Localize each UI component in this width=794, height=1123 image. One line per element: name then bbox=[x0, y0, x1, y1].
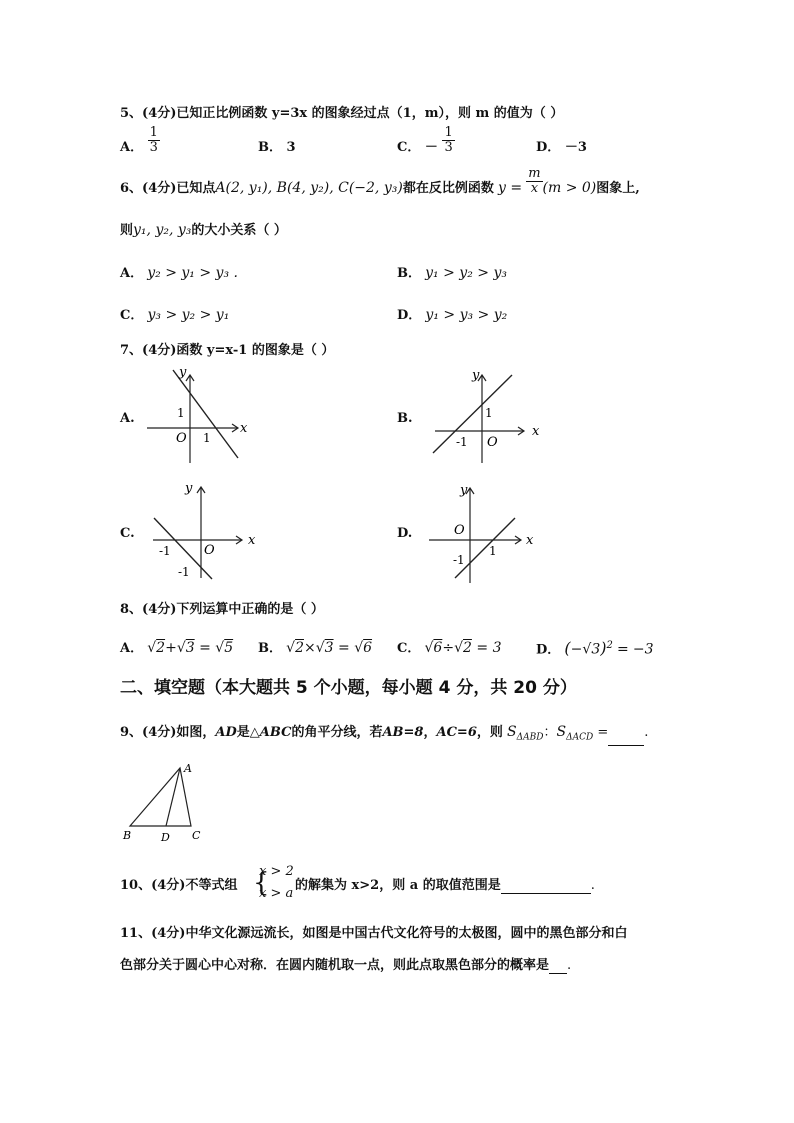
q5-option-c[interactable] bbox=[397, 125, 455, 156]
fraction-numerator: m bbox=[528, 166, 541, 181]
operator: ÷ bbox=[442, 640, 455, 656]
q9-end: . bbox=[644, 725, 649, 740]
radicand: 5 bbox=[224, 640, 234, 656]
q8-option-c[interactable]: C． √6÷√2 = 3 bbox=[397, 640, 502, 656]
q7-graph-d[interactable] bbox=[425, 478, 540, 588]
q11-line2 bbox=[120, 958, 571, 974]
y-label: y bbox=[179, 365, 187, 380]
q7-option-d-label[interactable]: D. bbox=[397, 526, 413, 541]
radicand: 6 bbox=[433, 640, 443, 656]
vertex-c-label: C bbox=[192, 829, 201, 842]
q5-option-a-fraction bbox=[148, 126, 160, 155]
y-label: y bbox=[472, 368, 480, 383]
brace-icon: { bbox=[253, 868, 270, 898]
q5-stem: 5、(4分)已知正比例函数 y=3x 的图象经过点（1，m），则 m 的值为（ ） bbox=[120, 106, 564, 121]
q7-option-c-label[interactable]: C. bbox=[120, 526, 135, 541]
q10-end: . bbox=[590, 878, 595, 893]
q10-suffix: 的解集为 x>2，则 a 的取值范围是 bbox=[295, 878, 501, 893]
q9-abc: ABC bbox=[259, 725, 292, 740]
fraction-numerator: 1 bbox=[444, 125, 453, 140]
q5-option-d-value: －3 bbox=[564, 140, 587, 155]
q7-stem: 7、(4分)函数 y=x-1 的图象是（ ） bbox=[120, 343, 335, 358]
q8-option-d[interactable]: D． $(-√3)^2 = -3$ bbox=[536, 638, 654, 658]
q6-option-b[interactable] bbox=[397, 265, 507, 282]
y-label: y bbox=[185, 481, 193, 496]
origin-label: O bbox=[454, 523, 465, 538]
fraction-denominator: 3 bbox=[149, 140, 158, 155]
q8-option-c-label: C． bbox=[397, 641, 421, 656]
q6-func-fraction bbox=[526, 167, 542, 196]
q8-option-a[interactable]: A． √2+√3 = √5 bbox=[120, 640, 234, 656]
q10-prefix: 10、(4分)不等式组 bbox=[120, 878, 238, 893]
equals-sign: = bbox=[617, 641, 629, 658]
q8-option-b[interactable]: B． √2×√3 = √6 bbox=[258, 640, 373, 656]
q9-triangle-figure bbox=[118, 760, 218, 846]
q8-option-d-label: D． bbox=[536, 642, 561, 658]
q11-line2-text: 色部分关于圆心中心对称．在圆内随机取一点，则此点取黑色部分的概率是 bbox=[120, 958, 550, 973]
x-label: x bbox=[532, 424, 540, 439]
q6-option-b-expr: y₁ > y₂ > y₃ bbox=[425, 265, 507, 281]
q5-option-d-label: D． bbox=[536, 140, 561, 155]
q6-points: A(2, y₁), B(4, y₂), C(−2, y₃) bbox=[215, 180, 403, 196]
radicand: 3 bbox=[324, 640, 334, 656]
x-label: x bbox=[526, 533, 534, 548]
section-title: 二、填空题（本大题共 5 个小题，每小题 4 分，共 20 分） bbox=[120, 678, 577, 698]
q7-graph-c[interactable] bbox=[150, 478, 265, 583]
fraction-denominator: x bbox=[530, 181, 539, 196]
q5-option-a-label: A． bbox=[120, 140, 144, 155]
operator: + bbox=[165, 640, 177, 656]
q6-line1 bbox=[120, 166, 640, 197]
q5-option-c-fraction bbox=[442, 126, 454, 155]
x-intercept-label: -1 bbox=[159, 544, 171, 558]
q6-line2-suffix: 的大小关系（ ） bbox=[191, 223, 287, 238]
vertex-b-label: B bbox=[123, 829, 132, 842]
q9-colon: ： bbox=[543, 725, 557, 740]
y-intercept-label: -1 bbox=[178, 565, 190, 579]
answer-blank[interactable] bbox=[608, 745, 644, 746]
q6-func-cond: (m > 0) bbox=[542, 180, 597, 196]
q9-mid2: 的角平分线，若 bbox=[291, 725, 383, 740]
equals-sign: = bbox=[199, 640, 211, 656]
q6-option-d[interactable] bbox=[397, 307, 507, 324]
equals-sign: = bbox=[476, 640, 489, 656]
q6-option-b-label: B． bbox=[397, 266, 421, 281]
q9-prefix: 9、(4分)如图， bbox=[120, 725, 216, 740]
q5-option-b-value: 3 bbox=[286, 140, 296, 155]
inequality-2: x > a bbox=[259, 886, 294, 901]
q7-option-a-label[interactable]: A. bbox=[120, 411, 135, 426]
q9-stem bbox=[120, 724, 648, 746]
q6-option-d-expr: y₁ > y₃ > y₂ bbox=[425, 307, 508, 323]
origin-label: O bbox=[176, 431, 187, 446]
equals-sign: = bbox=[338, 640, 350, 656]
q7-graph-a[interactable] bbox=[145, 365, 260, 465]
q9-mid1: 是△ bbox=[236, 725, 260, 740]
q6-option-c[interactable] bbox=[120, 307, 229, 324]
q10-stem bbox=[120, 878, 237, 894]
q6-suffix: 图象上, bbox=[596, 181, 640, 196]
q7-option-b-label[interactable]: B. bbox=[397, 411, 413, 426]
radicand: 2 bbox=[463, 640, 472, 656]
q6-option-a[interactable] bbox=[120, 265, 238, 282]
q6-line2-prefix: 则 bbox=[120, 223, 134, 238]
q6-option-d-label: D． bbox=[397, 308, 422, 323]
q6-option-a-label: A． bbox=[120, 266, 144, 281]
q8-option-b-label: B． bbox=[258, 641, 282, 656]
q9-equals: = bbox=[597, 725, 609, 740]
q9-ac: AC=6 bbox=[436, 725, 477, 740]
q5-option-b[interactable] bbox=[258, 140, 296, 156]
area-symbol: S bbox=[507, 724, 517, 740]
y-intercept-label: 1 bbox=[177, 406, 185, 420]
inner-expr: −√3 bbox=[570, 641, 601, 658]
operator: × bbox=[303, 640, 316, 656]
exponent: 2 bbox=[606, 640, 613, 651]
x-label: x bbox=[240, 421, 248, 436]
q5-option-c-sign: － bbox=[424, 140, 438, 155]
q7-graph-b[interactable] bbox=[430, 365, 545, 465]
x-intercept-label: -1 bbox=[456, 435, 468, 449]
x-intercept-label: 1 bbox=[489, 544, 497, 558]
result: −3 bbox=[632, 641, 654, 658]
y-intercept-label: -1 bbox=[453, 553, 465, 567]
triangle-abc bbox=[130, 768, 191, 826]
area-symbol: S bbox=[556, 724, 567, 740]
answer-blank[interactable] bbox=[501, 893, 591, 894]
q11-end: . bbox=[567, 958, 572, 973]
radicand: 6 bbox=[363, 640, 373, 656]
q6-line2 bbox=[120, 222, 287, 239]
q6-mid: 都在反比例函数 bbox=[402, 181, 494, 196]
q6-option-a-expr: y₂ > y₁ > y₃ . bbox=[147, 265, 238, 281]
radicand: 3 bbox=[185, 640, 195, 656]
q8-stem: 8、(4分)下列运算中正确的是（ ） bbox=[120, 602, 324, 617]
inequality-1: x > 2 bbox=[259, 864, 294, 879]
q9-ad: AD bbox=[215, 725, 237, 740]
radicand: 2 bbox=[156, 640, 166, 656]
q6-option-c-expr: y₃ > y₂ > y₁ bbox=[147, 307, 230, 323]
q5-option-d[interactable] bbox=[536, 140, 587, 156]
answer-blank[interactable] bbox=[549, 973, 567, 974]
fraction-numerator: 1 bbox=[149, 125, 158, 140]
q6-func-lhs: y = bbox=[497, 180, 523, 196]
q5-option-a[interactable] bbox=[120, 125, 160, 156]
q10-tail bbox=[295, 878, 595, 894]
q9-comma: ， bbox=[423, 725, 437, 740]
q6-prefix: 6、(4分)已知点 bbox=[120, 181, 216, 196]
origin-label: O bbox=[204, 543, 215, 558]
q6-line2-vars: y₁, y₂, y₃ bbox=[133, 222, 192, 238]
area-subscript: ΔABD bbox=[516, 732, 544, 743]
y-label: y bbox=[460, 483, 468, 498]
x-label: x bbox=[248, 533, 256, 548]
q5-option-b-label: B． bbox=[258, 140, 282, 155]
q11-line1: 11、(4分)中华文化源远流长，如图是中国古代文化符号的太极图，圆中的黑色部分和白 bbox=[120, 926, 628, 941]
vertex-a-label: A bbox=[184, 762, 192, 775]
x-intercept-label: 1 bbox=[203, 431, 211, 445]
q8-option-a-label: A． bbox=[120, 641, 144, 656]
q5-option-c-label: C． bbox=[397, 140, 421, 155]
q6-option-c-label: C． bbox=[120, 308, 144, 323]
fraction-denominator: 3 bbox=[444, 140, 453, 155]
area-subscript: ΔACD bbox=[566, 732, 594, 743]
point-d-label: D bbox=[161, 831, 170, 844]
result: 3 bbox=[492, 640, 502, 656]
q9-mid3: ，则 bbox=[476, 725, 503, 740]
origin-label: O bbox=[487, 435, 498, 450]
radicand: 2 bbox=[295, 640, 304, 656]
function-line bbox=[433, 375, 512, 453]
y-intercept-label: 1 bbox=[485, 406, 493, 420]
q9-ab: AB=8 bbox=[382, 725, 424, 740]
